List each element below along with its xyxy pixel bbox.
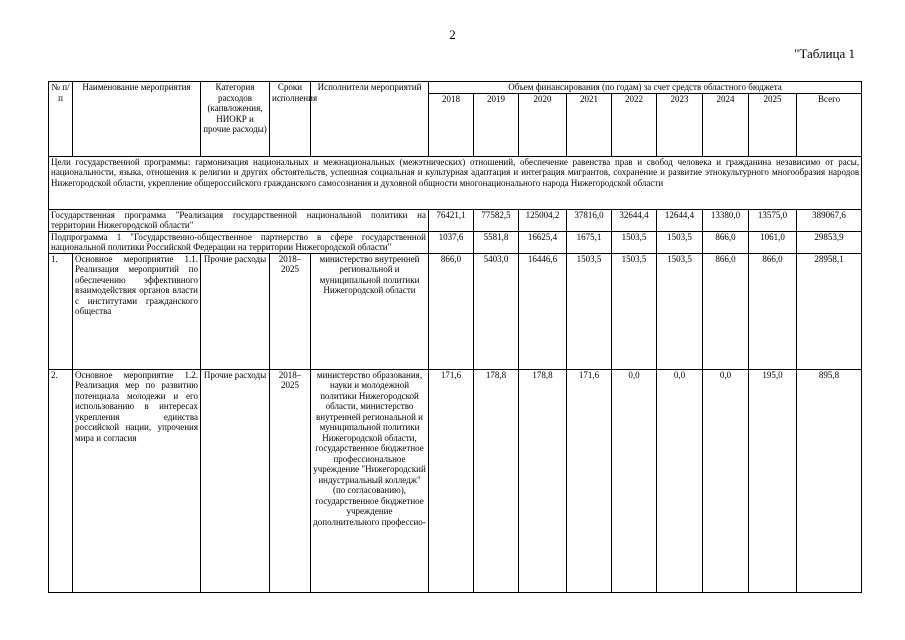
total-cell: 28958,1: [797, 253, 862, 369]
header-year: 2019: [474, 93, 519, 156]
value-cell: 178,8: [474, 369, 519, 592]
row-number: 2.: [49, 369, 73, 592]
value-cell: 5403,0: [474, 253, 519, 369]
value-cell: 77582,5: [474, 209, 519, 231]
value-cell: 0,0: [612, 369, 657, 592]
state-program-name: Государственная программа "Реализация государственной национальной политики на территории Нижегородской области": [49, 209, 429, 231]
value-cell: 125004,2: [519, 209, 567, 231]
table-row: [49, 369, 862, 592]
header-year: 2018: [429, 93, 474, 156]
header-year: 2022: [612, 93, 657, 156]
value-cell: 12644,4: [657, 209, 703, 231]
financing-table: [48, 81, 862, 593]
value-cell: 1061,0: [749, 231, 797, 253]
goal-text: Цели государственной программы: гармонизация национальных и межнациональных (межэтнических) отношений, обеспечение равенства прав и свобод человека и гражданина независимо от расы, национальности, языка, отношения к религии и других обстоятельств, успешная социальная и культурная адаптация и интеграция мигрантов, сохранение и развитие этнокультурного многообразия народов Нижегородской области, укрепление общероссийского гражданского самосознания и духовной общности многонационального народа Нижегородской области: [49, 156, 862, 209]
activity-name: Основное мероприятие 1.2. Реализация мер по развитию потенциала молодежи и его использованию в интересах укрепления единства российской нации, упрочения мира и согласия: [73, 369, 201, 592]
value-cell: 866,0: [429, 253, 474, 369]
row-number: 1.: [49, 253, 73, 369]
value-cell: 5581,8: [474, 231, 519, 253]
subprogram-name: Подпрограмма 1 "Государственно-общественное партнерство в сфере государственной национальной политики Российской Федерации на территории Нижегородской области": [49, 231, 429, 253]
expense-category: Прочие расходы: [201, 253, 270, 369]
total-cell: 29853,9: [797, 231, 862, 253]
header-terms: Сроки исполнения: [270, 82, 311, 157]
value-cell: 1503,5: [612, 231, 657, 253]
value-cell: 1503,5: [612, 253, 657, 369]
header-year: 2020: [519, 93, 567, 156]
header-funding: Объем финансирования (по годам) за счет средств областного бюджета: [429, 82, 862, 94]
expense-category: Прочие расходы: [201, 369, 270, 592]
table-title: "Таблица 1: [794, 46, 855, 61]
value-cell: 37816,0: [567, 209, 612, 231]
header-year: 2024: [703, 93, 749, 156]
total-cell: 895,8: [797, 369, 862, 592]
value-cell: 0,0: [703, 369, 749, 592]
header-year: 2021: [567, 93, 612, 156]
value-cell: 866,0: [703, 253, 749, 369]
value-cell: 1503,5: [657, 231, 703, 253]
executors: министерство внутренней региональной и муниципальной политики Нижегородской области: [311, 253, 429, 369]
value-cell: 171,6: [567, 369, 612, 592]
value-cell: 32644,4: [612, 209, 657, 231]
value-cell: 1675,1: [567, 231, 612, 253]
value-cell: 1503,5: [657, 253, 703, 369]
header-num: № п/п: [49, 82, 73, 157]
value-cell: 16625,4: [519, 231, 567, 253]
value-cell: 0,0: [657, 369, 703, 592]
execution-terms: 2018–2025: [270, 369, 311, 592]
total-cell: 389067,6: [797, 209, 862, 231]
subprogram-row: [49, 231, 862, 253]
page-number: 2: [449, 27, 456, 42]
value-cell: 13575,0: [749, 209, 797, 231]
state-program-row: [49, 209, 862, 231]
value-cell: 195,0: [749, 369, 797, 592]
table-row: [49, 253, 862, 369]
value-cell: 178,8: [519, 369, 567, 592]
header-year: 2025: [749, 93, 797, 156]
value-cell: 866,0: [703, 231, 749, 253]
header-row: [49, 82, 862, 94]
value-cell: 866,0: [749, 253, 797, 369]
header-total: Всего: [797, 93, 862, 156]
value-cell: 171,6: [429, 369, 474, 592]
header-category: Категория расходов (капвложения, НИОКР и прочие расходы): [201, 82, 270, 157]
value-cell: 1503,5: [567, 253, 612, 369]
goal-row: [49, 156, 862, 209]
header-name: Наименование мероприятия: [73, 82, 201, 157]
activity-name: Основное мероприятие 1.1. Реализация мероприятий по обеспечению эффективного взаимодействия органов власти с институтами гражданского общества: [73, 253, 201, 369]
value-cell: 13380,0: [703, 209, 749, 231]
execution-terms: 2018–2025: [270, 253, 311, 369]
value-cell: 1037,6: [429, 231, 474, 253]
value-cell: 16446,6: [519, 253, 567, 369]
header-executors: Исполнители мероприятий: [311, 82, 429, 157]
executors: министерство образования, науки и молодежной политики Нижегородской области, министерство внутренней региональной и муниципальной политики Нижегородской области, государственное бюджетное профессиональное учреждение "Нижегородский индустриальный колледж" (по согласованию), государственное бюджетное учреждение дополнительного профессио-: [311, 369, 429, 592]
header-year: 2023: [657, 93, 703, 156]
value-cell: 76421,1: [429, 209, 474, 231]
